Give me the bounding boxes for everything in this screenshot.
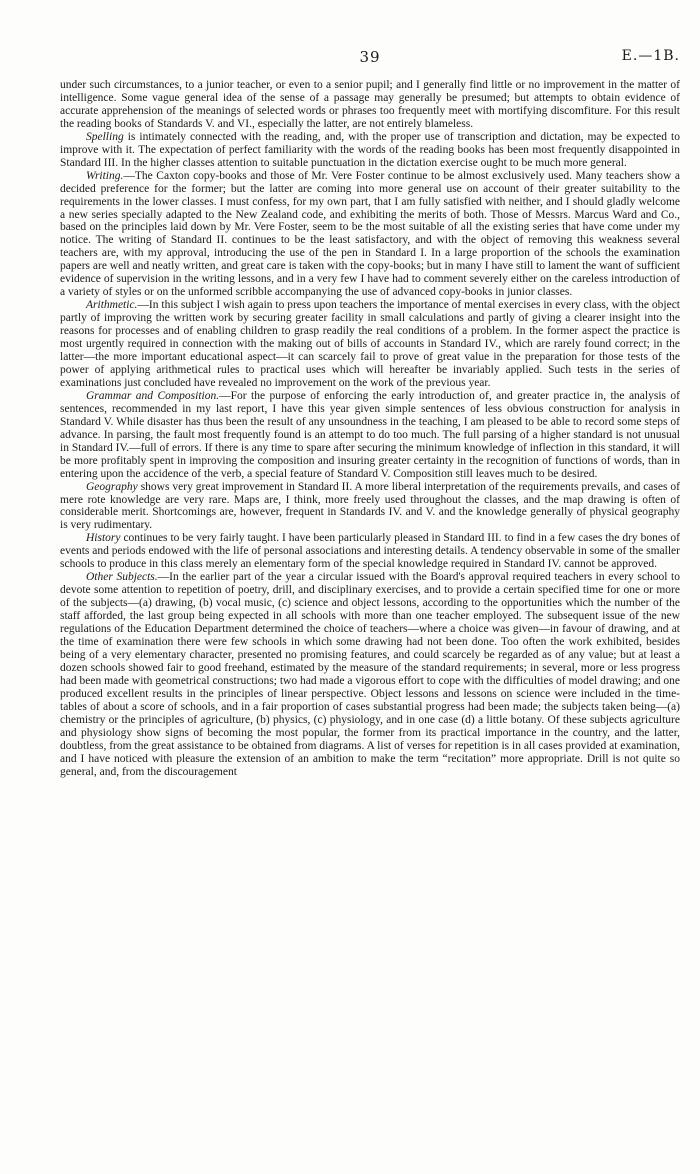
section-heading: Other Subjects. xyxy=(86,571,158,584)
section-heading: Writing. xyxy=(86,169,124,182)
section-heading: Grammar and Composition. xyxy=(86,389,220,402)
paragraph-text: continues to be very fairly taught. I have been particularly pleased in Standard III. to find in a few cases the dry bones of events and periods endowed with the life of personal associations and interesting details. A tendency observable in some of the smaller schools to produce in this class merely an elementary form of the special knowledge required in Standard IV. cannot be approved. xyxy=(60,532,680,571)
paragraph-text: shows very great improvement in Standard II. A more liberal interpretation of the requirements prevails, and cases of mere rote knowledge are very rare. Maps are, I think, more freely used throughout the classes, and the map drawing is often of considerable merit. Shortcomings are, however, frequent in Standards IV. and V. and the knowledge generally of physical geography is very rudimentary. xyxy=(60,480,680,532)
section-heading: Spelling xyxy=(86,130,124,143)
paragraph-arithmetic xyxy=(60,299,680,390)
paragraph-spelling xyxy=(60,131,680,170)
paragraph-text: under such circumstances, to a junior teacher, or even to a senior pupil; and I generally find little or no improvement in the matter of intelligence. Some vague general idea of the sense of a passage may generally be presumed; but attempts to obtain evidence of accurate apprehension of the meanings of selected words or phrases too frequently meet with mortifying discomfiture. For this result the reading books of Standards V. and VI., especially the latter, are not entirely blameless. xyxy=(60,79,680,130)
paragraph-geography xyxy=(60,481,680,533)
paragraph-other-subjects xyxy=(60,571,680,778)
paragraph-grammar xyxy=(60,390,680,481)
paragraph-text: —For the purpose of enforcing the early introduction of, and greater practice in, the analysis of sentences, recommended in my last report, I have this year given simple sentences of less obvious construction for analysis in Standard V. While disaster has thus been the result of any unsoundness in the teaching, I am pleased to be able to record some steps of advance. In parsing, the fault most frequently found is an attempt to do too much. The full parsing of a higher standard is not unusual in Standard IV.—full of errors. If there is any time to spare after securing the minimum knowledge of inflection in this standard, it will be more profitably spent in improving the composition and insuring greater certainty in the recognition of functions of words, than in entering upon the accidence of the verb, a special feature of Standard V. Composition still leaves much to be desired. xyxy=(60,389,680,480)
report-body xyxy=(60,79,680,778)
paragraph-text: —The Caxton copy-books and those of Mr. Vere Foster continue to be almost exclusively used. Many teachers show a decided preference for the former; but the latter are coming into more general use on account of their greater suitability to the requirements in the lower classes. I must confess, for my own part, that I am fully satisfied with neither, and I should gladly welcome a new series specially adapted to the New Zealand code, and exhibiting the merits of both. Those of Messrs. Marcus Ward and Co., based on the principles laid down by Mr. Vere Foster, seem to be the most suitable of all the existing series that have come under my notice. The writing of Standard II. continues to be the least satisfactory, and with the object of removing this weakness several teachers are, with my approval, introducing the use of the pen in Standard I. In a large proportion of the schools the examination papers are well and neatly written, and great care is taken with the copy-books; but in many I have still to lament the want of sufficient evidence of supervision in the writing lessons, and in a very few I have had to comment severely either on the careless introduction of a variety of styles or on the unformed scribble accompanying the use of advanced copy-books in junior classes. xyxy=(60,169,680,299)
section-heading: Arithmetic. xyxy=(86,299,138,312)
paragraph-text: is intimately connected with the reading, and, with the proper use of transcription and dictation, may be expected to improve with it. The expectation of perfect familiarity with the words of the reading books has been most frequently disappointed in Standard III. In the higher classes attention to suitable punctuation in the dictation exercise ought to be much more general. xyxy=(60,130,680,169)
paragraph-text: —In the earlier part of the year a circular issued with the Board's approval required teachers in every school to devote some attention to repetition of poetry, drill, and disciplinary exercises, and to provide a certain specified time for one or more of the subjects—(a) drawing, (b) vocal music, (c) science and object lessons, according to the opportunities which the number of the staff afforded, the last group being expected in all schools with more than one teacher employed. The subsequent issue of the new regulations of the Education Department determined the choice of teachers—where a choice was given—in favour of drawing, and at the time of examination there were few schools in which some drawing had not been done. Too often the work exhibited, besides being of a very elementary character, presented no promising features, and could scarcely be regarded as of any value; but at least a dozen schools showed fair to good freehand, estimated by the measure of the standard requirements; in several, more or less progress had been made with geometrical constructions; two had made a vigorous effort to cope with the difficulties of model drawing; and one produced excellent results in the principles of linear perspective. Object lessons and lessons on science were included in the time-tables of about a score of schools, and in a fair proportion of cases substantial progress had been made; the subjects taken being—(a) chemistry or the principles of agriculture, (b) physics, (c) physiology, and in one case (d) a little botany. Of these subjects agriculture and physiology show signs of becoming the most popular, the former from its practical importance in the country, and the latter, doubtless, from the great assistance to be obtained from diagrams. A list of verses for repetition is in all cases provided at examination, and I have noticed with pleasure the extension of an ambition to make the term “recitation” more appropriate. Drill is not quite so general, and, from the discouragement xyxy=(60,571,680,778)
paragraph-text: —In this subject I wish again to press upon teachers the importance of mental exercises in every class, with the object partly of improving the written work by securing greater facility in small calculations and partly of giving a clearer insight into the reasons for processes and of enabling children to grasp readily the real conditions of a problem. In the former aspect the practice is most urgently required in connection with the making out of bills of accounts in Standard IV., which are rarely found correct; in the latter—the more important educational aspect—it can scarcely fail to prove of great value in the preparation for those tests of the power of applying arithmetical rules to practical uses which will hereafter be invariably applied. Such tests in the series of examinations just concluded have revealed no improvement on the work of the previous year. xyxy=(60,299,680,389)
section-heading: History xyxy=(86,532,121,545)
page-header xyxy=(60,48,680,68)
page-number: 39 xyxy=(359,48,381,66)
paragraph-history xyxy=(60,532,680,571)
paragraph-reading-continued xyxy=(60,79,680,131)
section-heading: Geography xyxy=(86,480,138,493)
paragraph-writing xyxy=(60,170,680,300)
document-reference: E.—1B. xyxy=(621,48,680,64)
